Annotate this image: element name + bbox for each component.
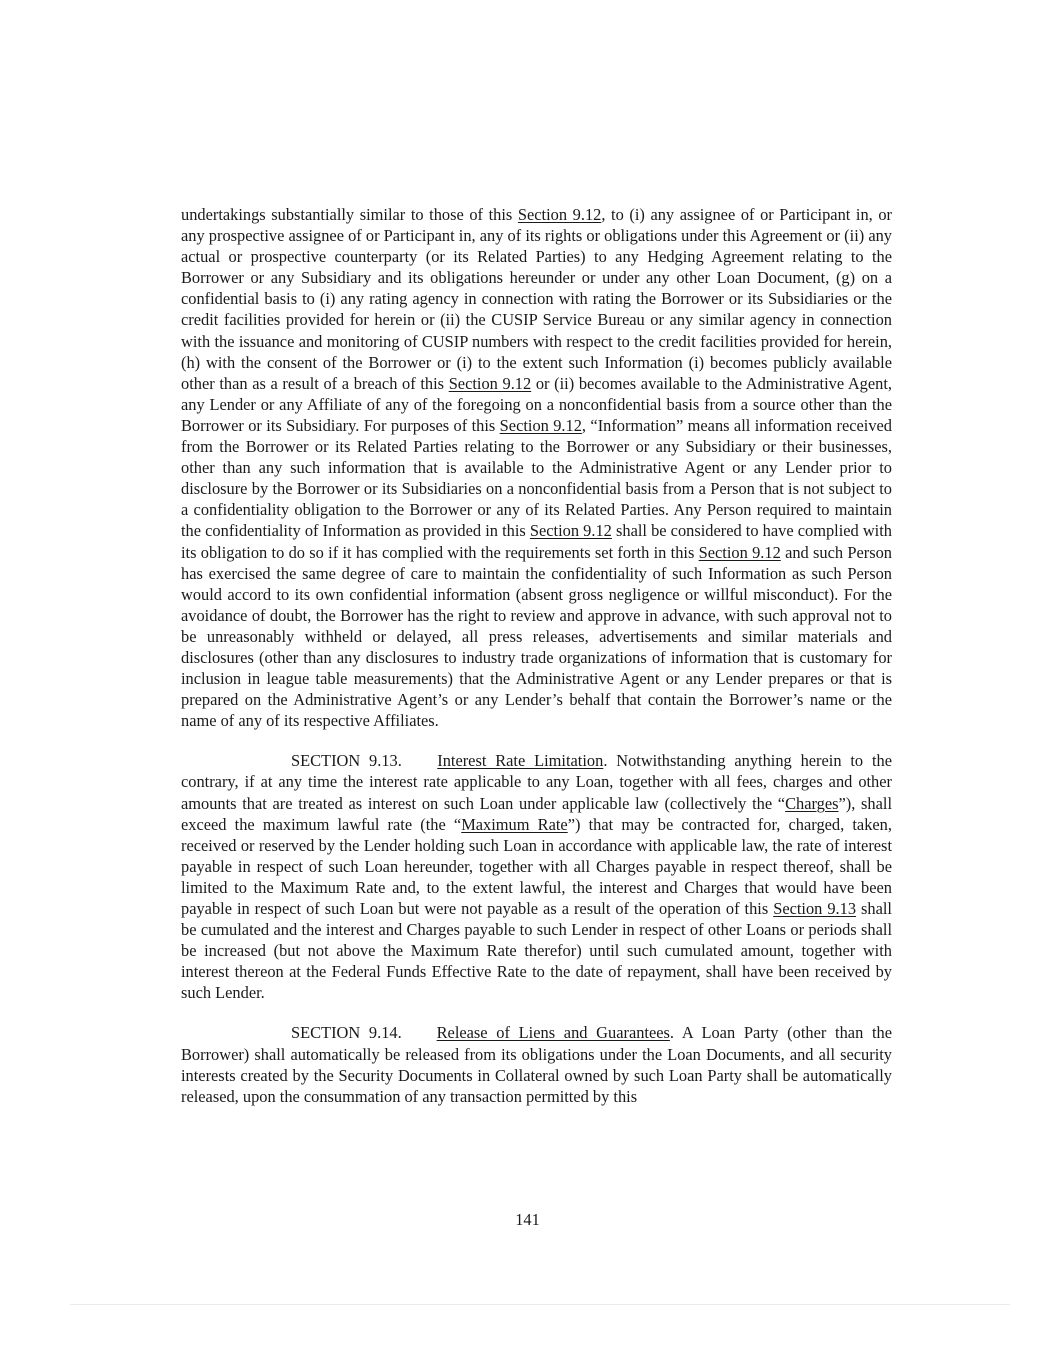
defined-term: Maximum Rate bbox=[461, 814, 568, 834]
section-reference: Section 9.12 bbox=[499, 415, 582, 435]
paragraph-text: undertakings substantially similar to those of this bbox=[181, 205, 518, 224]
paragraph-text: . Notwithstanding anything herein to the contrary, if at any time the interest rate applicable to any Loan, together with all fees, charges and other amounts that are treated as interest on such Loan under applicable law (collectively the “ bbox=[181, 751, 892, 813]
defined-term: Charges bbox=[785, 793, 839, 813]
section-reference: Section 9.12 bbox=[517, 205, 602, 224]
section-heading: Release of Liens and Guarantees bbox=[436, 1023, 670, 1043]
page-number: 141 bbox=[515, 1210, 540, 1229]
paragraph-text: or (ii) becomes available to the Administrative Agent, any Lender or any Affiliate of any of the foregoing on a nonconfidential basis from a source other than the Borrower or its Subsidiary. For purposes of this bbox=[181, 373, 893, 435]
paragraph-text: , “Information” means all information received from the Borrower or its Related Parties relating to the Borrower or any Subsidiary or their businesses, other than any such information that is available to the Administrative Agent or any Lender prior to disclosure by the Borrower or its Subsidiaries on a nonconfidential basis from a Person that is not subject to a confidentiality obligation to the Borrower or any of its Related Parties. Any Person required to maintain the confidentiality of Information as provided in this bbox=[181, 415, 892, 541]
paragraph-text: , to (i) any assignee of or Participant in, or any prospective assignee of or Participant in, any of its rights or obligations under this Agreement or (ii) any actual or prospective counterparty (or its Related Parties) to any Hedging Agreement relating to the Borrower or any Subsidiary and its obligations hereunder or under any other Loan Document, (g) on a confidential basis to (i) any rating agency in connection with rating the Borrower or its Subsidiaries or the credit facilities provided for herein or (ii) the CUSIP Service Bureau or any similar agency in connection with the issuance and monitoring of CUSIP numbers with respect to the credit facilities provided for herein, (h) with the consent of the Borrower or (i) to the extent such Information (i) becomes publicly available other than as a result of a breach of this bbox=[181, 205, 893, 393]
section-spacer bbox=[402, 1023, 437, 1042]
section-spacer bbox=[402, 751, 437, 770]
confidentiality-paragraph bbox=[181, 204, 892, 731]
section-reference: Section 9.12 bbox=[448, 373, 532, 393]
document-body bbox=[181, 204, 892, 1107]
paragraph-text: shall be considered to have complied with its obligation to do so if it has complied with the requirements set forth in this bbox=[181, 521, 892, 562]
section-reference: Section 9.13 bbox=[773, 899, 857, 918]
section-number: SECTION 9.13. bbox=[291, 751, 402, 771]
paragraph-text: . A Loan Party (other than the Borrower) shall automatically be released from its obligations under the Loan Documents, and all security interests created by the Security Documents in Collateral owned by such Loan Party shall be automatically released, upon the consummation of any transaction permitted by this bbox=[181, 1023, 893, 1106]
page-bottom-divider bbox=[70, 1304, 1010, 1305]
section-reference: Section 9.12 bbox=[529, 521, 612, 541]
paragraph-text: shall be cumulated and the interest and Charges payable to such Lender in respect of other Loans or periods shall be increased (but not above the Maximum Rate therefor) until such cumulated amount, together with interest thereon at the Federal Funds Effective Rate to the date of repayment, shall have been received by such Lender. bbox=[181, 899, 892, 1003]
section-number: SECTION 9.14. bbox=[291, 1023, 402, 1043]
paragraph-text: ”) that may be contracted for, charged, taken, received or reserved by the Lender holding such Loan in accordance with applicable law, the rate of interest payable in respect of such Loan hereunder, together with all Charges payable in respect thereof, shall be limited to the Maximum Rate and, to the extent lawful, the interest and Charges that would have been payable in respect of such Loan but were not payable as a result of the operation of this bbox=[181, 814, 892, 918]
section-9-14-paragraph bbox=[181, 1022, 892, 1106]
section-reference: Section 9.12 bbox=[698, 542, 781, 562]
section-heading: Interest Rate Limitation bbox=[437, 751, 604, 771]
paragraph-text: and such Person has exercised the same degree of care to maintain the confidentiality of such Information as such Person would accord to its own confidential information (absent gross negligence or willful misconduct). For the avoidance of doubt, the Borrower has the right to review and approve in advance, with such approval not to be unreasonably withheld or delayed, all press releases, advertisements and similar materials and disclosures (other than any disclosures to industry trade organizations of information that is customary for inclusion in league table measurements) that the Administrative Agent or any Lender prepares or that is prepared on the Administrative Agent’s or any Lender’s behalf that contain the Borrower’s name or the name of any of its respective Affiliates. bbox=[181, 542, 893, 731]
section-9-13-paragraph bbox=[181, 750, 892, 1003]
paragraph-text: ”), shall exceed the maximum lawful rate (the “ bbox=[181, 793, 893, 834]
